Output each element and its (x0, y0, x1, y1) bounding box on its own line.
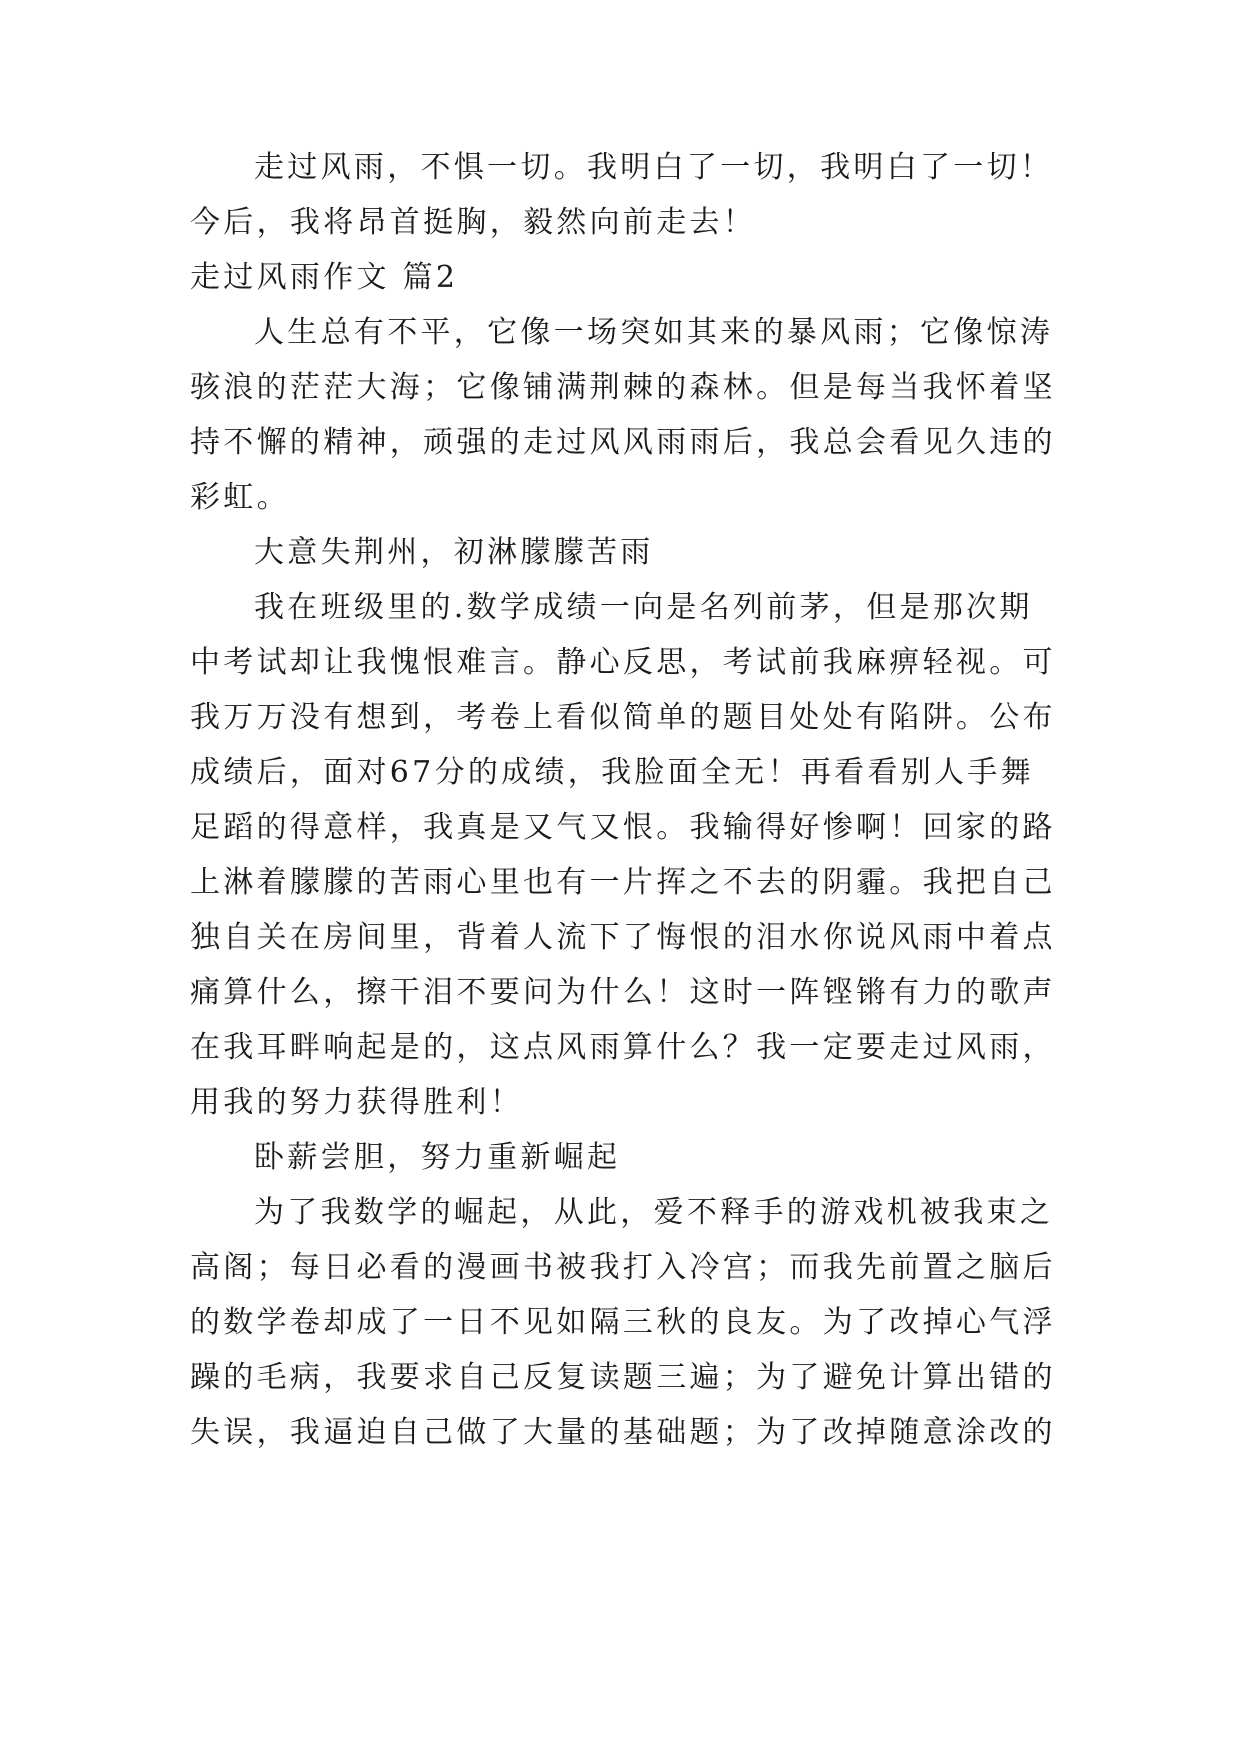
text-line: 今后，我将昂首挺胸，毅然向前走去！ (190, 205, 757, 240)
text-line: 独自关在房间里，背着人流下了悔恨的泪水你说风雨中着点 (190, 920, 1056, 955)
text-line: 我万万没有想到，考卷上看似简单的题目处处有陷阱。公布 (190, 700, 1056, 735)
text-line: 成绩后，面对67分的成绩，我脸面全无！再看看别人手舞 (190, 755, 1034, 790)
text-line: 彩虹。 (190, 480, 290, 515)
text-line: 中考试却让我愧恨难言。静心反思，考试前我麻痹轻视。可 (190, 645, 1056, 680)
text-line: 躁的毛病，我要求自己反复读题三遍；为了避免计算出错的 (190, 1360, 1056, 1395)
text-line: 我在班级里的.数学成绩一向是名列前茅，但是那次期 (254, 590, 1033, 625)
text-line: 足蹈的得意样，我真是又气又恨。我输得好惨啊！回家的路 (190, 810, 1056, 845)
text-line: 的数学卷却成了一日不见如隔三秋的良友。为了改掉心气浮 (190, 1305, 1056, 1340)
text-line: 为了我数学的崛起，从此，爱不释手的游戏机被我束之 (254, 1195, 1054, 1230)
text-line: 人生总有不平，它像一场突如其来的暴风雨；它像惊涛 (254, 315, 1054, 350)
subheading: 大意失荆州，初淋朦朦苦雨 (254, 535, 654, 570)
text-line: 在我耳畔响起是的，这点风雨算什么？我一定要走过风雨， (190, 1030, 1056, 1065)
text-line: 痛算什么，擦干泪不要问为什么！这时一阵铿锵有力的歌声 (190, 975, 1056, 1010)
subheading: 卧薪尝胆，努力重新崛起 (254, 1140, 621, 1175)
text-line: 上淋着朦朦的苦雨心里也有一片挥之不去的阴霾。我把自己 (190, 865, 1056, 900)
text-line: 骇浪的茫茫大海；它像铺满荆棘的森林。但是每当我怀着坚 (190, 370, 1056, 405)
text-line: 持不懈的精神，顽强的走过风风雨雨后，我总会看见久违的 (190, 425, 1056, 460)
section-heading: 走过风雨作文 篇2 (190, 260, 459, 295)
text-line: 用我的努力获得胜利！ (190, 1085, 523, 1120)
text-line: 高阁；每日必看的漫画书被我打入冷宫；而我先前置之脑后 (190, 1250, 1056, 1285)
text-line: 失误，我逼迫自己做了大量的基础题；为了改掉随意涂改的 (190, 1415, 1056, 1450)
text-line: 走过风雨，不惧一切。我明白了一切，我明白了一切！ (254, 150, 1054, 185)
